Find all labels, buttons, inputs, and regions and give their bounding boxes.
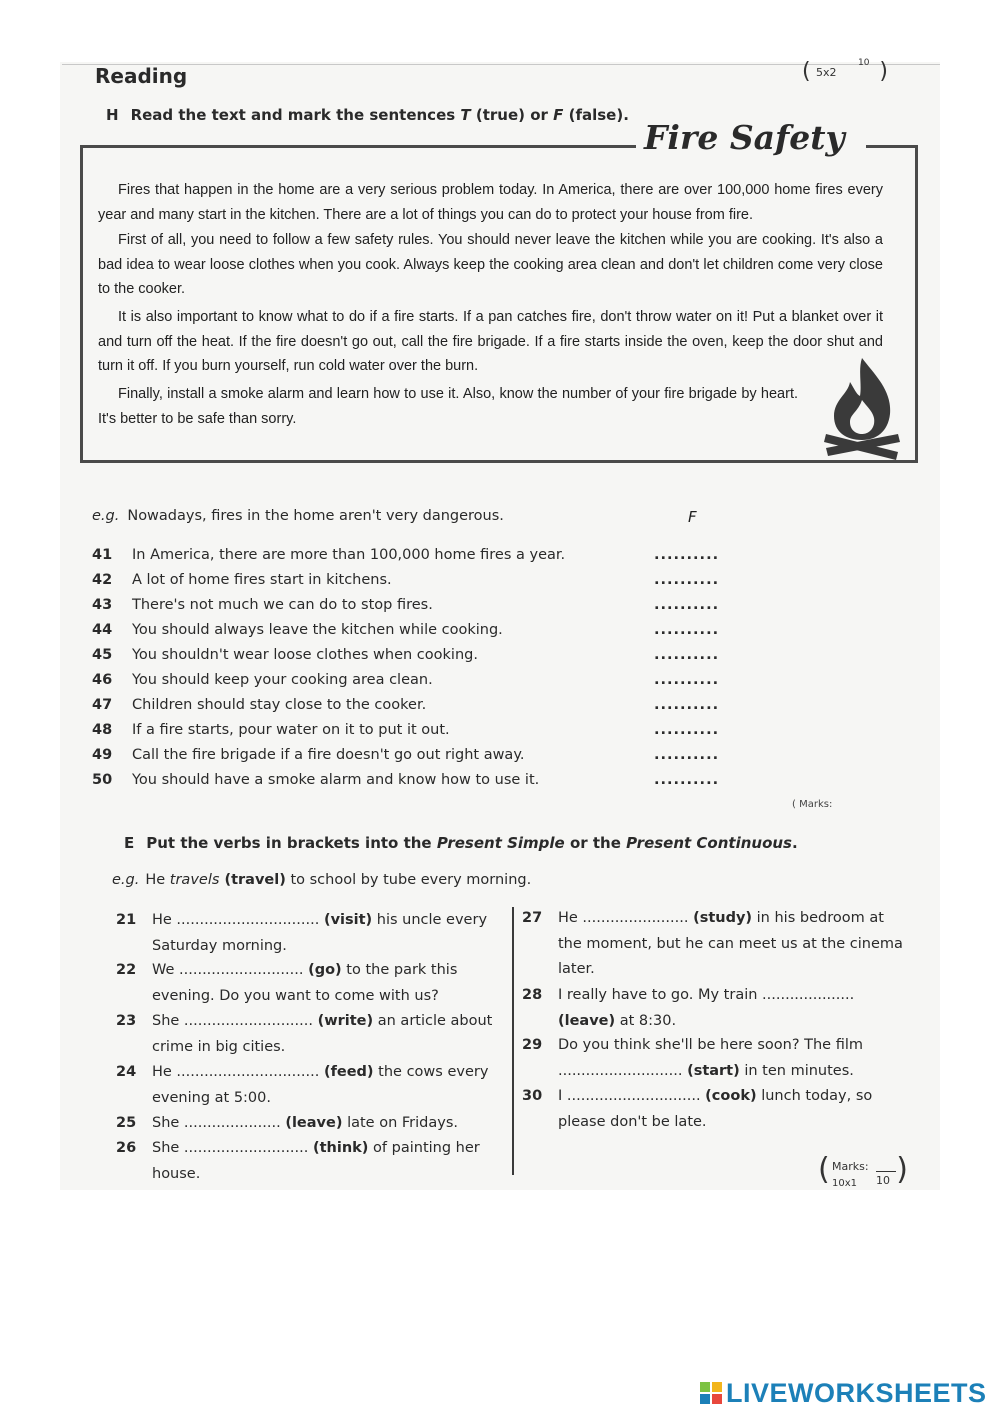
verb-item-25: 25 She ..................... (leave) late on Fridays. [116,1115,458,1131]
answer-blank[interactable]: .......... [654,772,720,788]
answer-blank[interactable]: .......... [654,722,720,738]
answer-blank[interactable]: .......... [654,622,720,638]
liveworksheets-text: LIVEWORKSHEETS [726,1378,987,1408]
article-paragraph-3: It is also important to know what to do if a fire starts. If a pan catches fire, don't throw water on it! Put a blanket over it and turn off the heat. If the fire doesn't go out, call the fire brigade. If a fire starts inside the oven, keep the door shut and turn it off. If you burn yourself, run cold water over the burn. [98,309,883,374]
article-paragraph-1: Fires that happen in the home are a very serious problem today. In America, there are over 100,000 home fires every year and many start in the kitchen. There are a lot of things you can do to protect your house from fire. [98,182,883,223]
instruction-e: E Put the verbs in brackets into the Present Simple or the Present Continuous. [124,834,798,852]
tf-question-46: 46 You should keep your cooking area clean. .......... [92,672,720,688]
verb-item-27: 27 He ....................... (study) in his bedroom at the moment, but he can meet us at the cinema later. [522,910,903,977]
tf-question-50: 50 You should have a smoke alarm and know how to use it. .......... [92,772,720,788]
tf-question-41: 41 In America, there are more than 100,000 home fires a year. .......... [92,547,720,563]
tf-question-42: 42 A lot of home fires start in kitchens. .......... [92,572,720,588]
verb-example: e.g. He travels (travel) to school by tube every morning. [112,872,532,888]
verb-item-28: 28 I really have to go. My train .................... (leave) at 8:30. [522,987,855,1029]
verb-item-22: 22 We ........................... (go) to the park this evening. Do you want to come with us? [116,962,458,1004]
instruction-h: H Read the text and mark the sentences T (true) or F (false). [106,106,629,124]
answer-blank[interactable]: .......... [654,647,720,663]
verb-item-24: 24 He ............................... (feed) the cows every evening at 5:00. [116,1064,489,1106]
tf-example: e.g. Nowadays, fires in the home aren't very dangerous. [92,508,504,524]
answer-blank[interactable]: .......... [654,597,720,613]
verb-item-30: 30 I ............................. (cook) lunch today, so please don't be late. [522,1088,873,1130]
tf-question-45: 45 You shouldn't wear loose clothes when cooking. .......... [92,647,720,663]
tf-question-47: 47 Children should stay close to the cooker. .......... [92,697,720,713]
answer-blank[interactable]: .......... [654,572,720,588]
article-paragraph-4: Finally, install a smoke alarm and learn how to use it. Also, know the number of your fire brigade by heart. It's better to be safe than sorry. [98,386,798,427]
verb-item-21: 21 He ............................... (visit) his uncle every Saturday morning. [116,912,488,954]
article-paragraph-2: First of all, you need to follow a few safety rules. You should never leave the kitchen while you are cooking. It's also a bad idea to wear loose clothes when you cook. Always keep the cooking area clean and don't let children come very close to the cooker. [98,232,883,297]
verb-item-29: 29 Do you think she'll be here soon? The film ........................... (start) in ten minutes. [522,1037,863,1079]
marks-box-top: ( 5x2 10 ) [802,58,888,84]
answer-blank[interactable]: .......... [654,672,720,688]
answer-blank[interactable]: .......... [654,547,720,563]
column-divider [512,907,514,1175]
article-title-banner [636,110,866,168]
tf-question-48: 48 If a fire starts, pour water on it to put it out. .......... [92,722,720,738]
marks-partial: ( Marks: [792,799,833,810]
marks-top-label: 5x2 [816,66,837,79]
article-title: Fire Safety [644,118,845,157]
campfire-icon [822,352,902,464]
answer-blank[interactable]: .......... [654,747,720,763]
marks-top-total: 10 [858,58,870,68]
tf-example-answer: F [688,508,697,526]
tf-question-44: 44 You should always leave the kitchen while cooking. .......... [92,622,720,638]
part-letter-h: H [106,106,119,124]
marks-bottom-multiplier: 10x1 [832,1178,858,1189]
tf-question-49: 49 Call the fire brigade if a fire doesn't go out right away. .......... [92,747,720,763]
tf-question-43: 43 There's not much we can do to stop fires. .......... [92,597,720,613]
part-letter-e: E [124,834,135,852]
verb-item-26: 26 She ........................... (think) of painting her house. [116,1140,480,1182]
marks-box-bottom: ( Marks: 10 10x1 ) [818,1152,908,1189]
answer-blank[interactable]: .......... [654,697,720,713]
verb-item-23: 23 She ............................ (write) an article about crime in big cities. [116,1013,493,1055]
marks-bottom-total: 10 [876,1174,890,1187]
liveworksheets-grid-icon [700,1382,722,1404]
section-title: Reading [95,64,188,88]
marks-bottom-label: Marks: [832,1160,869,1173]
